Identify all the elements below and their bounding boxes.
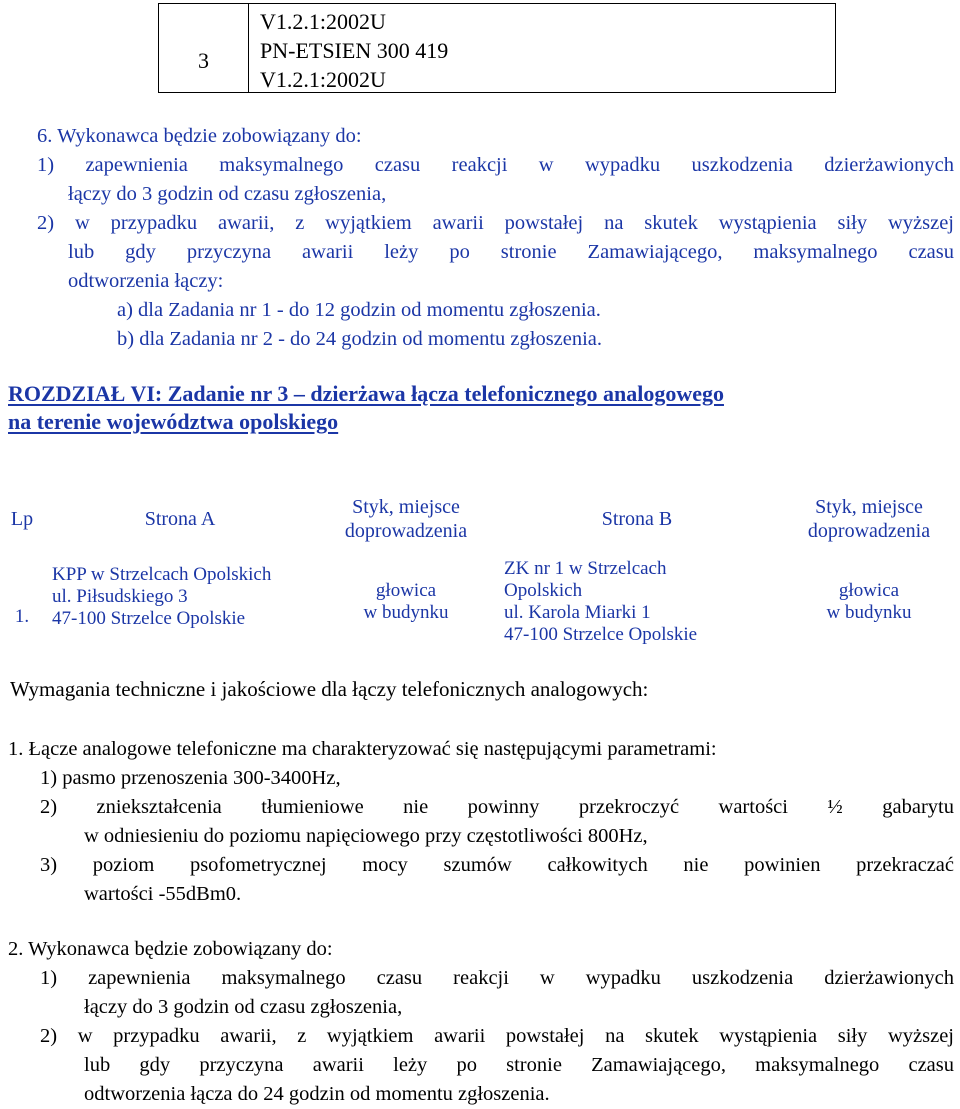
section6-item2-line2: lub gdy przyczyna awarii leży po stronie Zamawiającego, maksymalnego czasu (68, 241, 954, 263)
req-point-1-2-line2: w odniesieniu do poziomu napięciowego przy częstotliwości 800Hz, (84, 825, 648, 847)
req-point-2-2-line3: odtworzenia łącza do 24 godzin od momentu zgłoszenia. (84, 1083, 550, 1105)
chapter-heading-line2: na terenie województwa opolskiego (8, 409, 339, 434)
header-styk-b: Styk, miejsce doprowadzenia (807, 496, 931, 542)
table-divider (248, 4, 249, 92)
section6-item1-line2: łączy do 3 godzin od czasu zgłoszenia, (68, 183, 387, 205)
standard-line-3: V1.2.1:2002U (260, 67, 386, 92)
row-styk-a: głowica w budynku (363, 580, 449, 623)
header-styk-a: Styk, miejsce doprowadzenia (344, 496, 468, 542)
row-lp: 1. (14, 606, 30, 627)
req-point-2: 2. Wykonawca będzie zobowiązany do: (8, 938, 333, 960)
req-point-2-1-line2: łączy do 3 godzin od czasu zgłoszenia, (84, 996, 403, 1018)
header-lp: Lp (10, 508, 34, 530)
section6-item1-line1: 1) zapewnienia maksymalnego czasu reakcji w wypadku uszkodzenia dzierżawionych (37, 154, 954, 176)
standard-line-2: PN-ETSIEN 300 419 (260, 38, 449, 63)
section6-item2-line1: 2) w przypadku awarii, z wyjątkiem awarii powstałej na skutek wystąpienia siły wyższej (37, 212, 954, 234)
chapter-heading-line1: ROZDZIAŁ VI: Zadanie nr 3 – dzierżawa łącza telefonicznego analogowego (8, 381, 724, 406)
row-strona-b: ZK nr 1 w Strzelcach Opolskich ul. Karola Miarki 1 47-100 Strzelce Opolskie (504, 558, 698, 645)
section6-item2-line3: odtworzenia łączy: (68, 270, 224, 292)
req-point-1-3-line1: 3) poziom psofometrycznej mocy szumów całkowitych nie powinien przekraczać (40, 854, 954, 876)
header-strona-b: Strona B (601, 508, 673, 530)
header-strona-a: Strona A (144, 508, 216, 530)
row-strona-a: KPP w Strzelcach Opolskich ul. Piłsudskiego 3 47-100 Strzelce Opolskie (52, 564, 272, 629)
req-point-1-3-line2: wartości -55dBm0. (84, 883, 242, 905)
section6-title: 6. Wykonawca będzie zobowiązany do: (37, 125, 362, 147)
section6-sub-b: b) dla Zadania nr 2 - do 24 godzin od momentu zgłoszenia. (117, 328, 603, 350)
spec-table-fragment (158, 3, 836, 93)
req-point-2-2-line1: 2) w przypadku awarii, z wyjątkiem awarii powstałej na skutek wystąpienia siły wyższej (40, 1025, 954, 1047)
section6-sub-a: a) dla Zadania nr 1 - do 12 godzin od momentu zgłoszenia. (117, 299, 601, 321)
requirements-title: Wymagania techniczne i jakościowe dla łączy telefonicznych analogowych: (10, 677, 649, 701)
row-styk-b: głowica w budynku (826, 580, 912, 623)
row-number: 3 (198, 48, 209, 73)
req-point-2-2-line2: lub gdy przyczyna awarii leży po stronie Zamawiającego, maksymalnego czasu (84, 1054, 954, 1076)
req-point-1: 1. Łącze analogowe telefoniczne ma charakteryzować się następującymi parametrami: (8, 738, 717, 760)
standard-line-1: V1.2.1:2002U (260, 9, 386, 34)
req-point-1-2-line1: 2) zniekształcenia tłumieniowe nie powinny przekroczyć wartości ½ gabarytu (40, 796, 954, 818)
connection-table (0, 486, 960, 656)
req-point-1-1: 1) pasmo przenoszenia 300-3400Hz, (40, 767, 341, 789)
req-point-2-1-line1: 1) zapewnienia maksymalnego czasu reakcji w wypadku uszkodzenia dzierżawionych (40, 967, 954, 989)
